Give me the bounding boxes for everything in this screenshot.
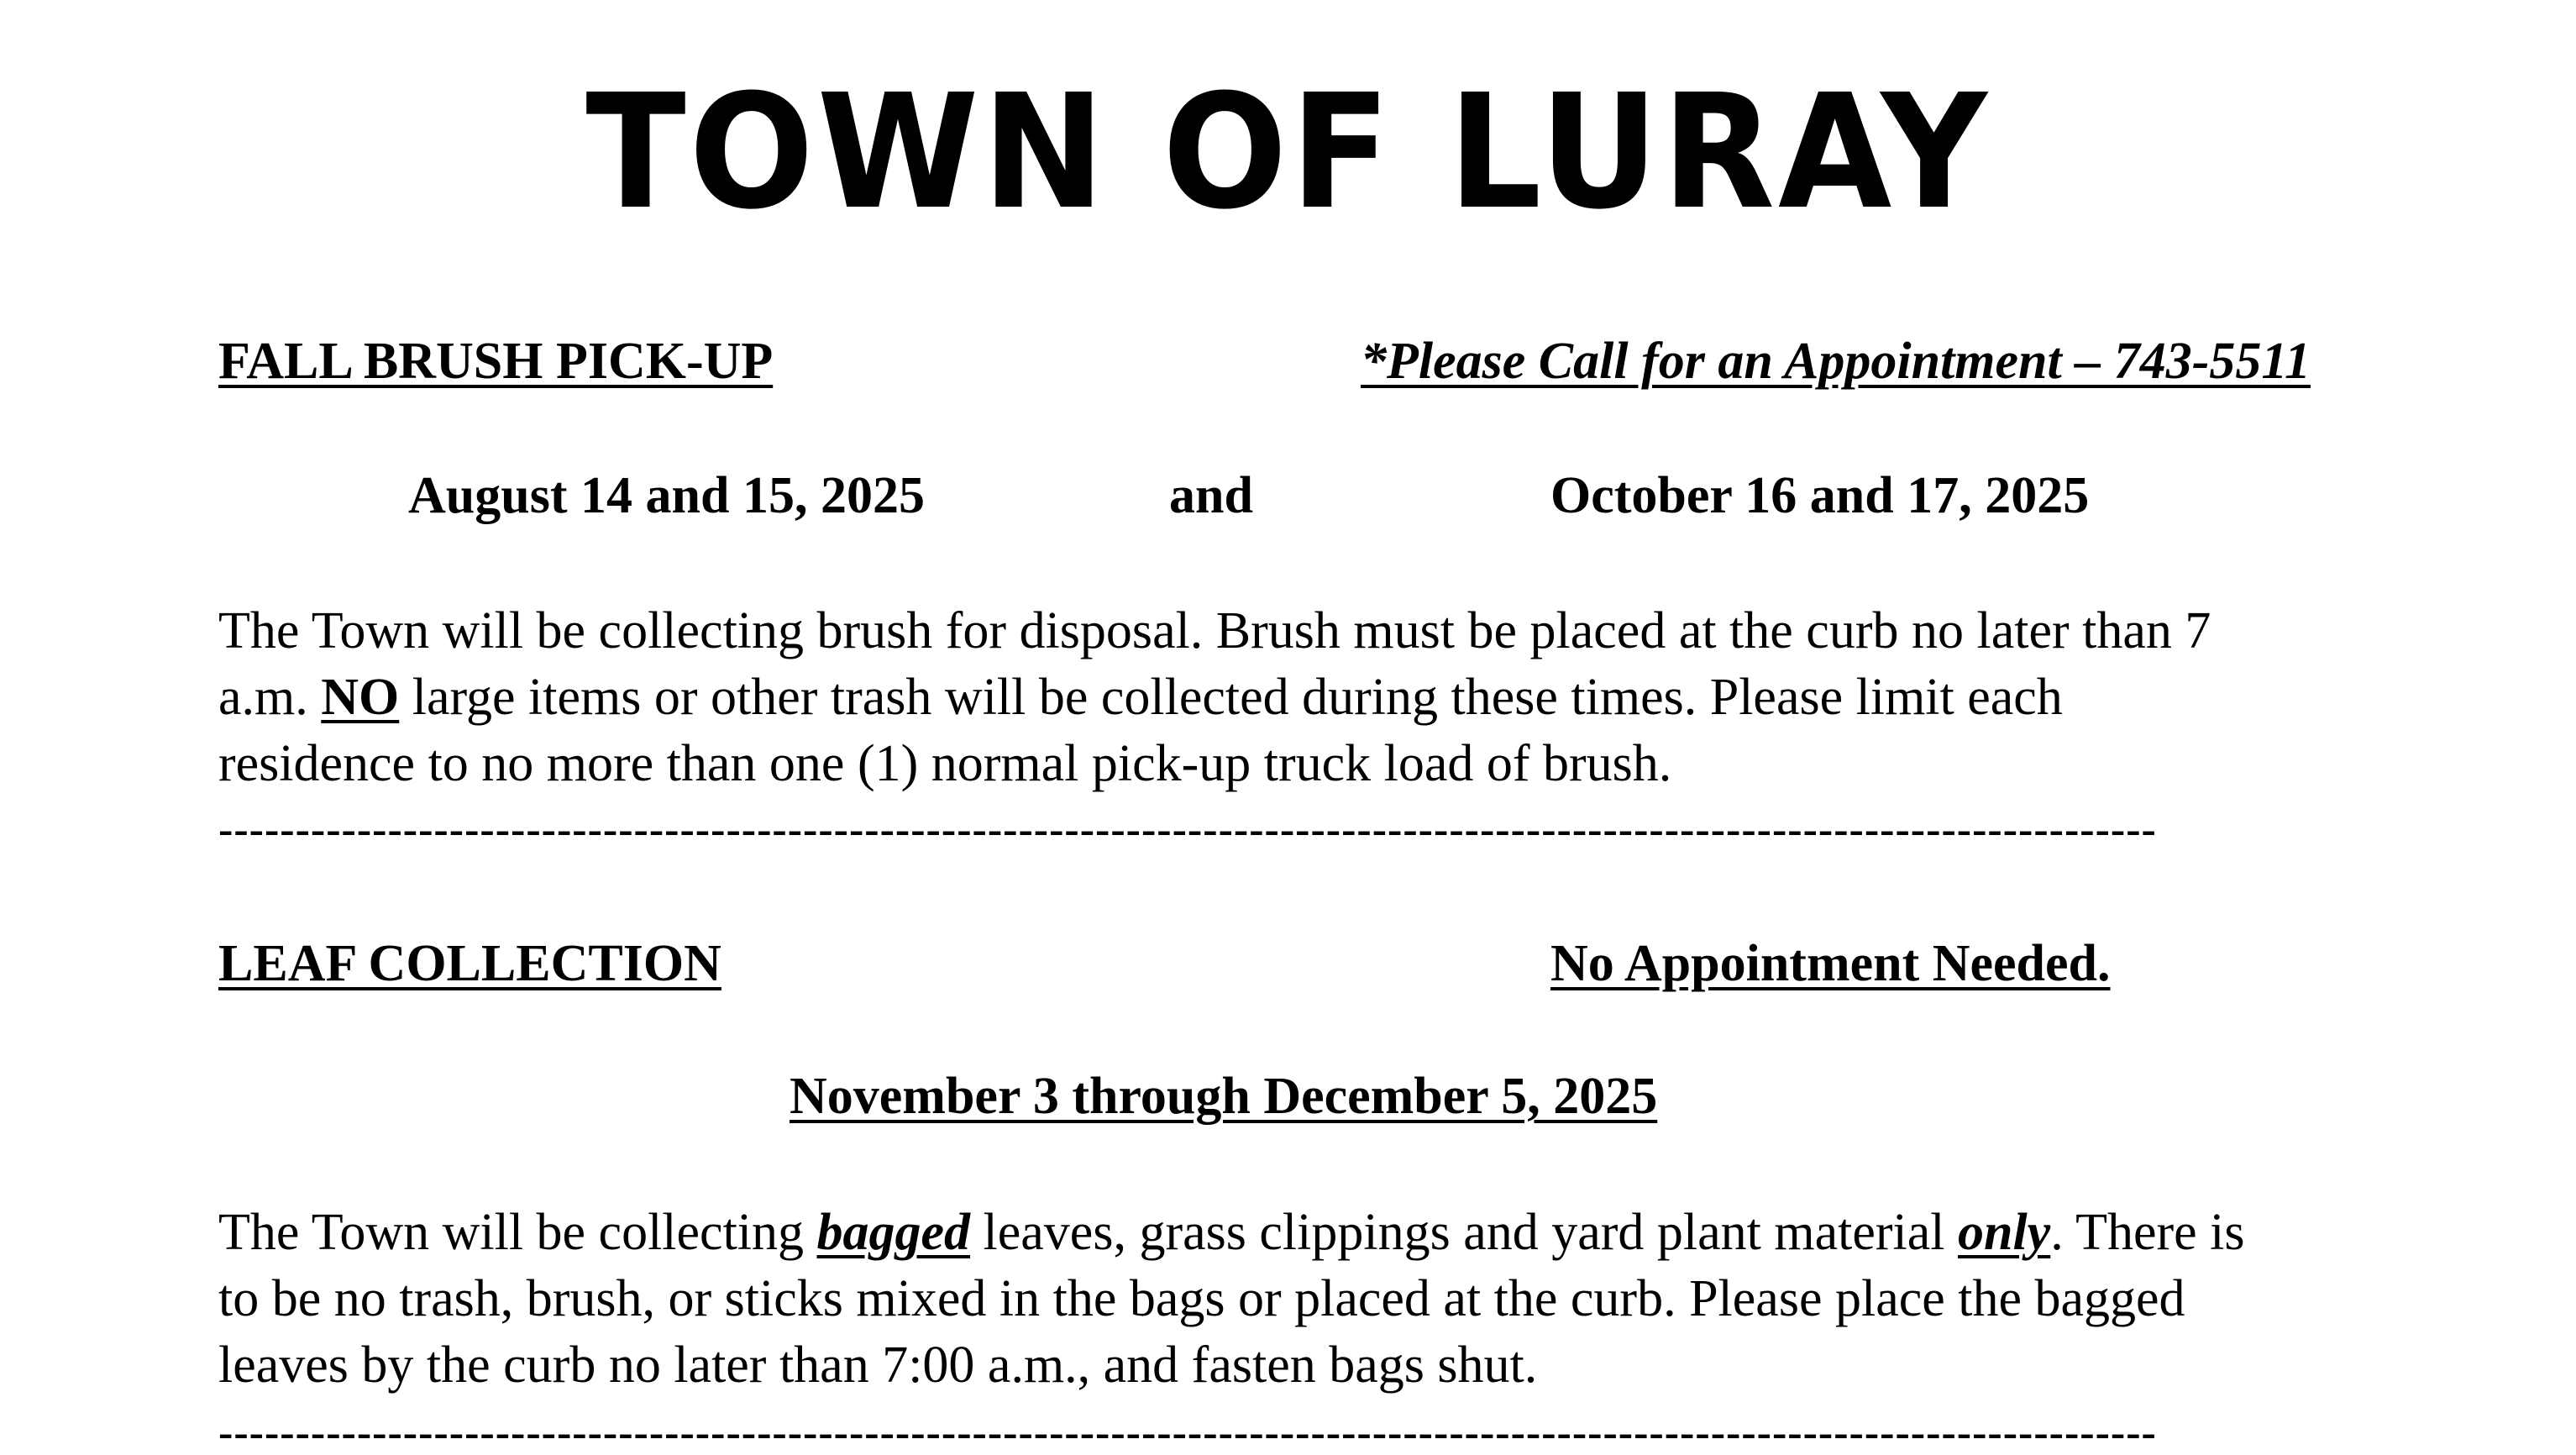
leaf-paragraph-line-2: to be no trash, brush, or sticks mixed in the bags or placed at the curb. Please place the bagged bbox=[218, 1270, 2185, 1327]
page-title: TOWN OF LURAY bbox=[585, 60, 1991, 244]
divider-2: ------------------------------------------------------------------------------------------------------------------------------ bbox=[218, 1411, 2157, 1455]
leaf-line-1-rest: . There is bbox=[2050, 1204, 2245, 1261]
leaf-paragraph-line-3: leaves by the curb no later than 7:00 a.m., and fasten bags shut. bbox=[218, 1337, 1538, 1394]
leaf-date-range: November 3 through December 5, 2025 bbox=[790, 1068, 1658, 1125]
leaf-line-1-prefix: The Town will be collecting bbox=[218, 1204, 817, 1261]
brush-heading: FALL BRUSH PICK-UP bbox=[218, 333, 774, 390]
brush-paragraph-line-3: residence to no more than one (1) normal pick-up truck load of brush. bbox=[218, 735, 1672, 792]
leaf-bagged-emphasis: bagged bbox=[816, 1204, 971, 1261]
leaf-appointment-note: No Appointment Needed. bbox=[1550, 935, 2111, 992]
brush-appointment-note: *Please Call for an Appointment – 743-5511 bbox=[1361, 333, 2311, 390]
brush-no-emphasis: NO bbox=[321, 669, 400, 726]
brush-paragraph bbox=[218, 598, 2211, 797]
brush-line-2-rest: large items or other trash will be collected during these times. Please limit each bbox=[399, 669, 2063, 726]
brush-line-2-prefix: a.m. bbox=[218, 669, 322, 726]
brush-paragraph-line-2 bbox=[218, 664, 2211, 731]
brush-date-1: August 14 and 15, 2025 bbox=[408, 467, 925, 524]
leaf-paragraph-line-1 bbox=[218, 1200, 2245, 1266]
leaf-paragraph bbox=[218, 1200, 2245, 1399]
brush-date-2: October 16 and 17, 2025 bbox=[1550, 467, 2090, 524]
leaf-line-1-middle: leaves, grass clippings and yard plant material bbox=[970, 1204, 1958, 1261]
divider-1: ------------------------------------------------------------------------------------------------------------------------------ bbox=[218, 808, 2157, 852]
brush-paragraph-line-1: The Town will be collecting brush for disposal. Brush must be placed at the curb no later than 7 bbox=[218, 602, 2211, 659]
leaf-heading: LEAF COLLECTION bbox=[218, 935, 721, 992]
brush-date-conjunction: and bbox=[1169, 467, 1253, 524]
leaf-only-emphasis: only bbox=[1957, 1204, 2051, 1261]
